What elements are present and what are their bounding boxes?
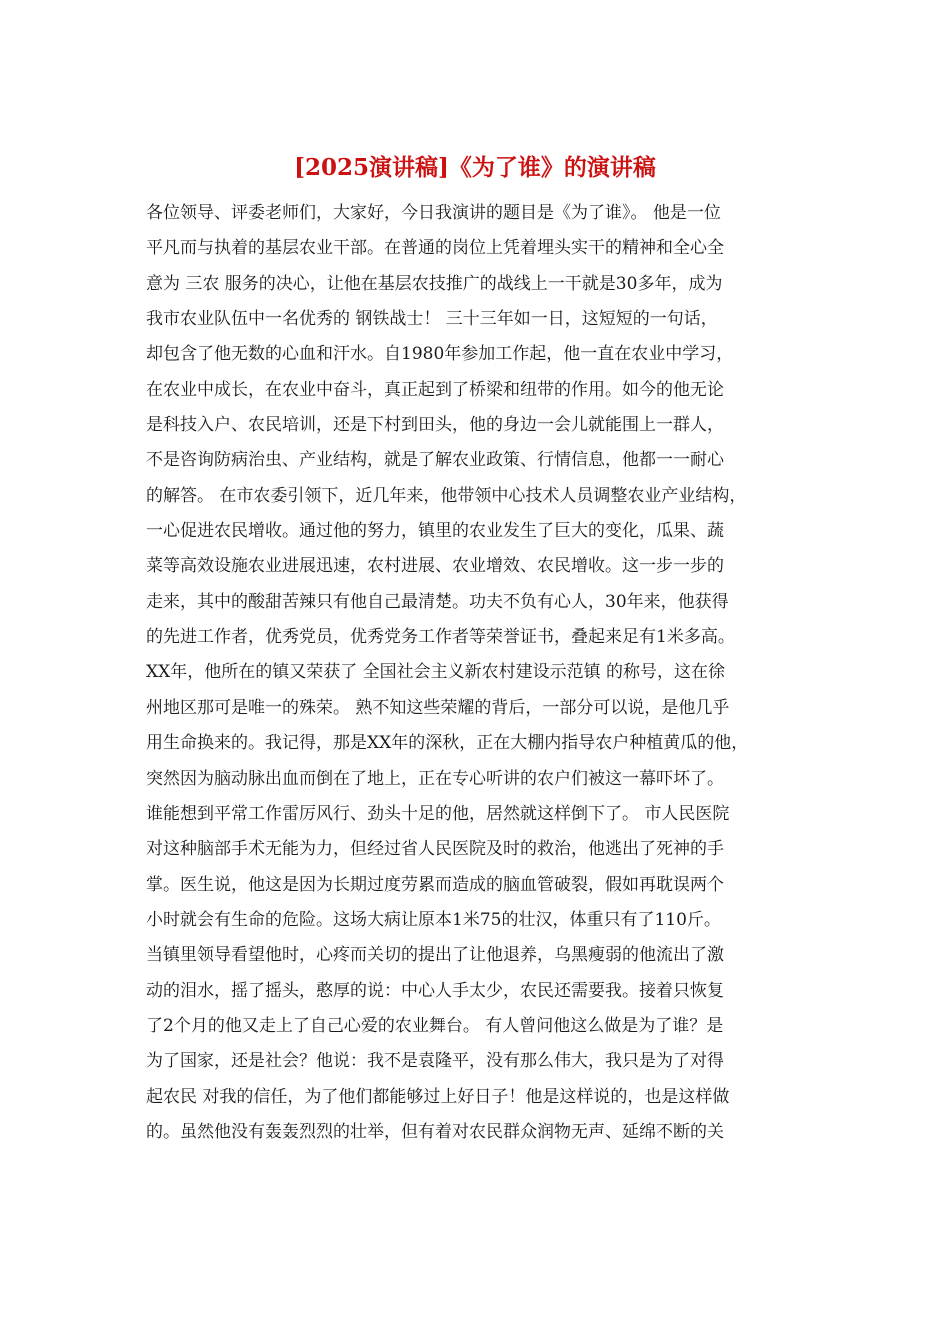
body-line: 却包含了他无数的心血和汗水。自1980年参加工作起，他一直在农业中学习， xyxy=(146,344,734,365)
body-line: 掌。医生说，他这是因为长期过度劳累而造成的脑血管破裂，假如再耽误两个 xyxy=(146,874,724,895)
body-line: 动的泪水，摇了摇头，憨厚的说：中心人手太少，农民还需要我。接着只恢复 xyxy=(146,980,724,1001)
body-line: 当镇里领导看望他时，心疼而关切的提出了让他退养，乌黑瘦弱的他流出了激 xyxy=(146,945,724,966)
body-line: 了2个月的他又走上了自己心爱的农业舞台。 有人曾问他这么做是为了谁？是 xyxy=(146,1015,724,1036)
body-line: 我市农业队伍中一名优秀的 钢铁战士！ 三十三年如一日，这短短的一句话， xyxy=(146,309,718,330)
body-line: 是科技入户、农民培训，还是下村到田头，他的身边一会儿就能围上一群人， xyxy=(146,415,724,436)
body-line: 在农业中成长，在农业中奋斗，真正起到了桥梁和纽带的作用。如今的他无论 xyxy=(146,379,724,400)
document-title: [2025演讲稿]《为了谁》的演讲稿 xyxy=(294,154,656,181)
body-line: 走来，其中的酸甜苦辣只有他自己最清楚。功夫不负有心人，30年来，他获得 xyxy=(146,591,729,612)
body-line: 意为 三农 服务的决心，让他在基层农技推广的战线上一干就是30多年，成为 xyxy=(146,273,723,294)
body-line: 对这种脑部手术无能为力，但经过省人民医院及时的救治，他逃出了死神的手 xyxy=(146,839,724,860)
body-line: XX年，他所在的镇又荣获了 全国社会主义新农村建设示范镇 的称号，这在徐 xyxy=(146,662,726,683)
body-line: 平凡而与执着的基层农业干部。在普通的岗位上凭着埋头实干的精神和全心全 xyxy=(146,238,724,259)
body-line: 起农民 对我的信任，为了他们都能够过上好日子！他是这样说的，也是这样做 xyxy=(146,1086,730,1107)
body-line: 各位领导、评委老师们，大家好，今日我演讲的题目是《为了谁》。 他是一位 xyxy=(146,203,721,223)
body-line: 的解答。 在市农委引领下，近几年来，他带领中心技术人员调整农业产业结构， xyxy=(146,485,747,506)
body-line: 谁能想到平常工作雷厉风行、劲头十足的他，居然就这样倒下了。 市人民医院 xyxy=(146,803,730,824)
document-body xyxy=(146,196,826,1150)
body-line: 不是咨询防病治虫、产业结构，就是了解农业政策、行情信息，他都一一耐心 xyxy=(146,450,724,471)
body-line: 菜等高效设施农业进展迅速，农村进展、农业增效、农民增收。这一步一步的 xyxy=(146,556,724,577)
body-line: 突然因为脑动脉出血而倒在了地上，正在专心听讲的农户们被这一幕吓坏了。 xyxy=(146,768,724,789)
body-line: 的。虽然他没有轰轰烈烈的壮举，但有着对农民群众润物无声、延绵不断的关 xyxy=(146,1121,724,1142)
body-line: 为了国家，还是社会？他说：我不是袁隆平，没有那么伟大，我只是为了对得 xyxy=(146,1051,724,1072)
body-line: 小时就会有生命的危险。这场大病让原本1米75的壮汉，体重只有了110斤。 xyxy=(146,909,721,930)
body-line: 州地区那可是唯一的殊荣。 熟不知这些荣耀的背后，一部分可以说，是他几乎 xyxy=(146,697,730,718)
body-line: 的先进工作者，优秀党员，优秀党务工作者等荣誉证书，叠起来足有1米多高。 xyxy=(146,627,735,648)
body-line: 一心促进农民增收。通过他的努力，镇里的农业发生了巨大的变化，瓜果、蔬 xyxy=(146,521,724,542)
body-line: 用生命换来的。我记得，那是XX年的深秋，正在大棚内指导农户种植黄瓜的他， xyxy=(146,733,749,754)
